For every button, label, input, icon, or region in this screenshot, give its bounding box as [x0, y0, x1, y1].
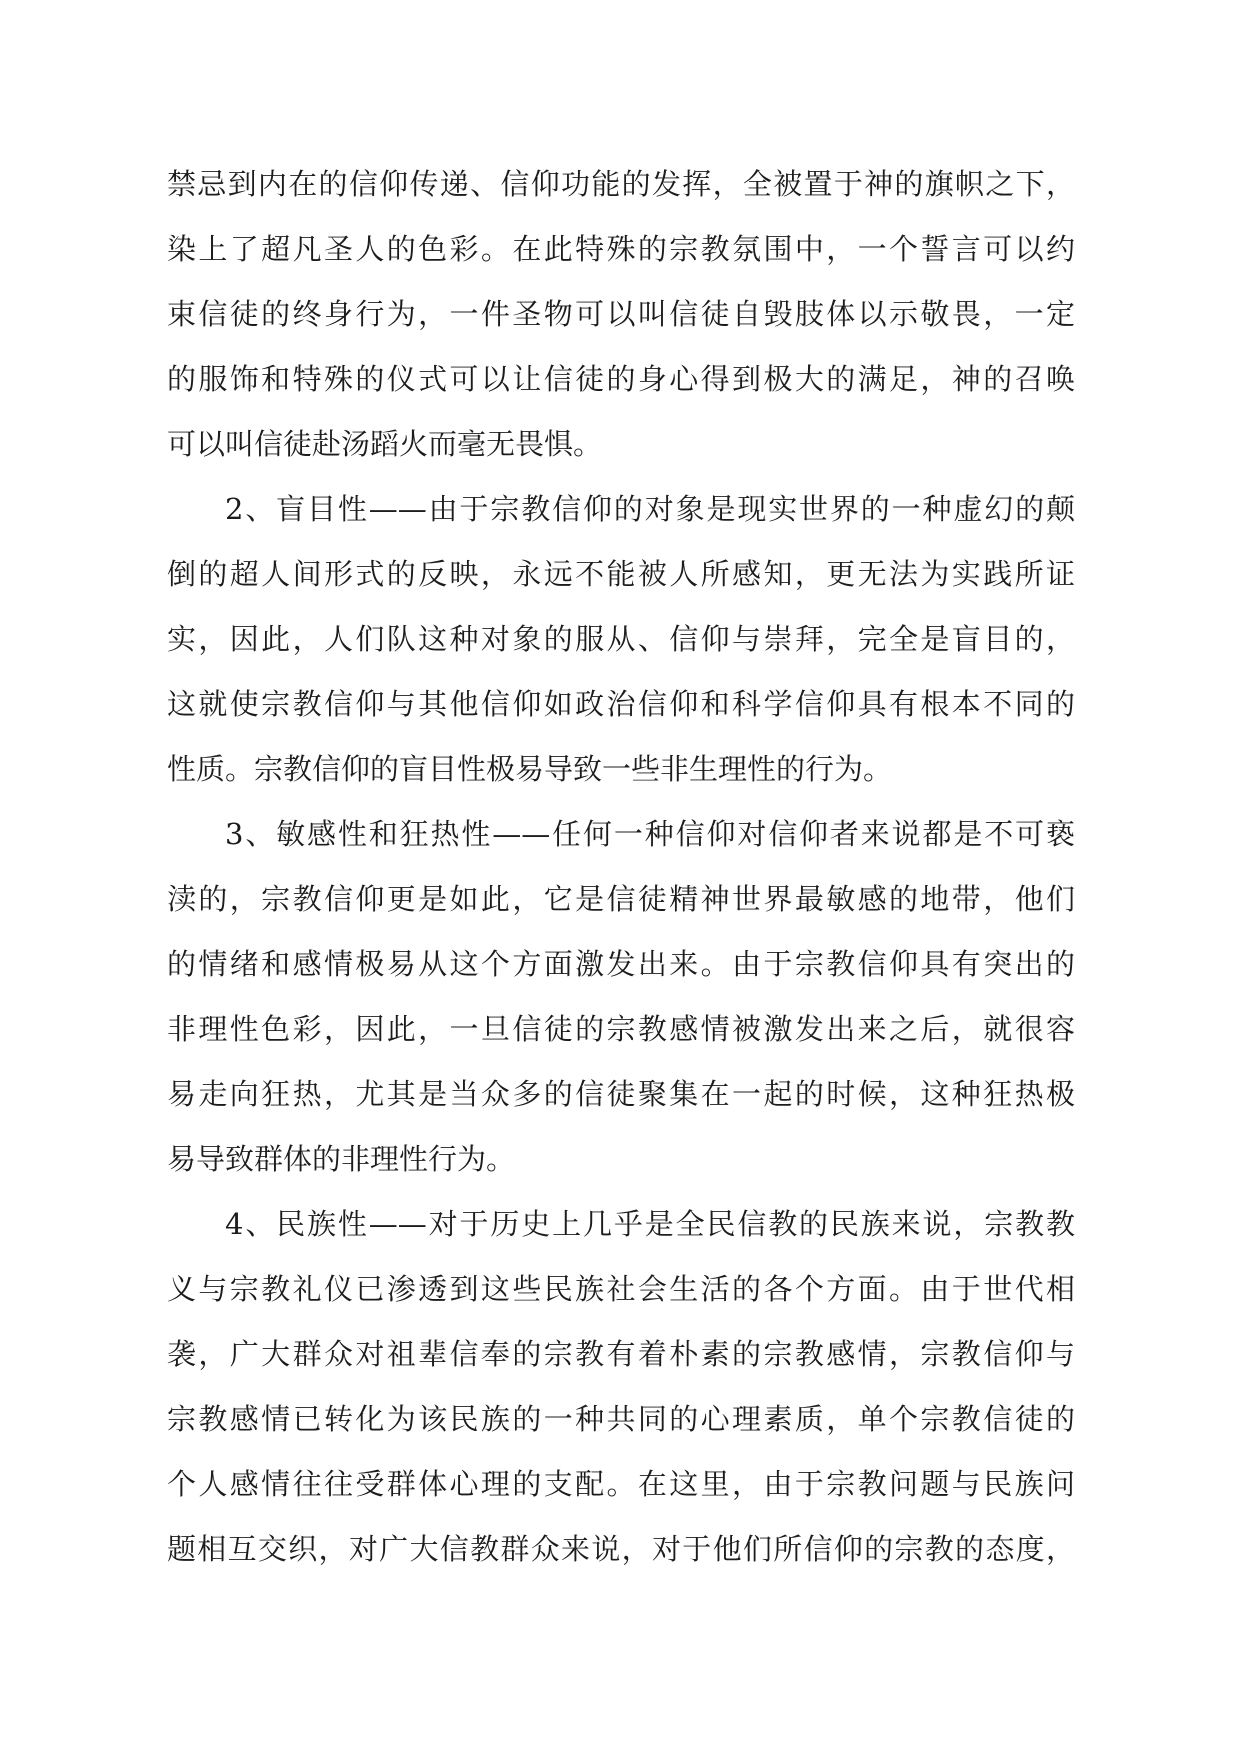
text-line: 个人感情往往受群体心理的支配。在这里，由于宗教问题与民族问	[167, 1467, 1075, 1501]
text-line: 题相互交织，对广大信教群众来说，对于他们所信仰的宗教的态度，	[167, 1532, 1075, 1566]
text-line: 义与宗教礼仪已渗透到这些民族社会生活的各个方面。由于世代相	[167, 1272, 1075, 1306]
text-line: 易导致群体的非理性行为。	[167, 1142, 516, 1176]
paragraph-blindness	[167, 477, 1075, 802]
paragraph-continuation	[167, 152, 1075, 477]
paragraph-sensitivity	[167, 802, 1075, 1192]
text-line: 2、盲目性——由于宗教信仰的对象是现实世界的一种虚幻的颠	[225, 492, 1075, 526]
text-line: 袭，广大群众对祖辈信奉的宗教有着朴素的宗教感情，宗教信仰与	[167, 1337, 1075, 1371]
text-line: 性质。宗教信仰的盲目性极易导致一些非生理性的行为。	[167, 752, 893, 786]
text-line: 的服饰和特殊的仪式可以让信徒的身心得到极大的满足，神的召唤	[167, 362, 1075, 396]
text-line: 4、民族性——对于历史上几乎是全民信教的民族来说，宗教教	[225, 1207, 1075, 1241]
text-line: 染上了超凡圣人的色彩。在此特殊的宗教氛围中，一个誓言可以约	[167, 232, 1075, 266]
text-line: 3、敏感性和狂热性——任何一种信仰对信仰者来说都是不可亵	[225, 817, 1075, 851]
text-line: 倒的超人间形式的反映，永远不能被人所感知，更无法为实践所证	[167, 557, 1075, 591]
text-line: 易走向狂热，尤其是当众多的信徒聚集在一起的时候，这种狂热极	[167, 1077, 1075, 1111]
text-line: 实，因此，人们队这种对象的服从、信仰与崇拜，完全是盲目的，	[167, 622, 1075, 656]
text-line: 的情绪和感情极易从这个方面激发出来。由于宗教信仰具有突出的	[167, 947, 1075, 981]
text-line: 这就使宗教信仰与其他信仰如政治信仰和科学信仰具有根本不同的	[167, 687, 1075, 721]
text-line: 可以叫信徒赴汤蹈火而毫无畏惧。	[167, 427, 603, 461]
text-line: 宗教感情已转化为该民族的一种共同的心理素质，单个宗教信徒的	[167, 1402, 1075, 1436]
text-line: 渎的，宗教信仰更是如此，它是信徒精神世界最敏感的地带，他们	[167, 882, 1075, 916]
text-line: 禁忌到内在的信仰传递、信仰功能的发挥，全被置于神的旗帜之下，	[167, 167, 1075, 201]
body-text	[167, 152, 1075, 1582]
text-line: 非理性色彩，因此，一旦信徒的宗教感情被激发出来之后，就很容	[167, 1012, 1075, 1046]
paragraph-ethnicity	[167, 1192, 1075, 1582]
text-line: 束信徒的终身行为，一件圣物可以叫信徒自毁肢体以示敬畏，一定	[167, 297, 1075, 331]
